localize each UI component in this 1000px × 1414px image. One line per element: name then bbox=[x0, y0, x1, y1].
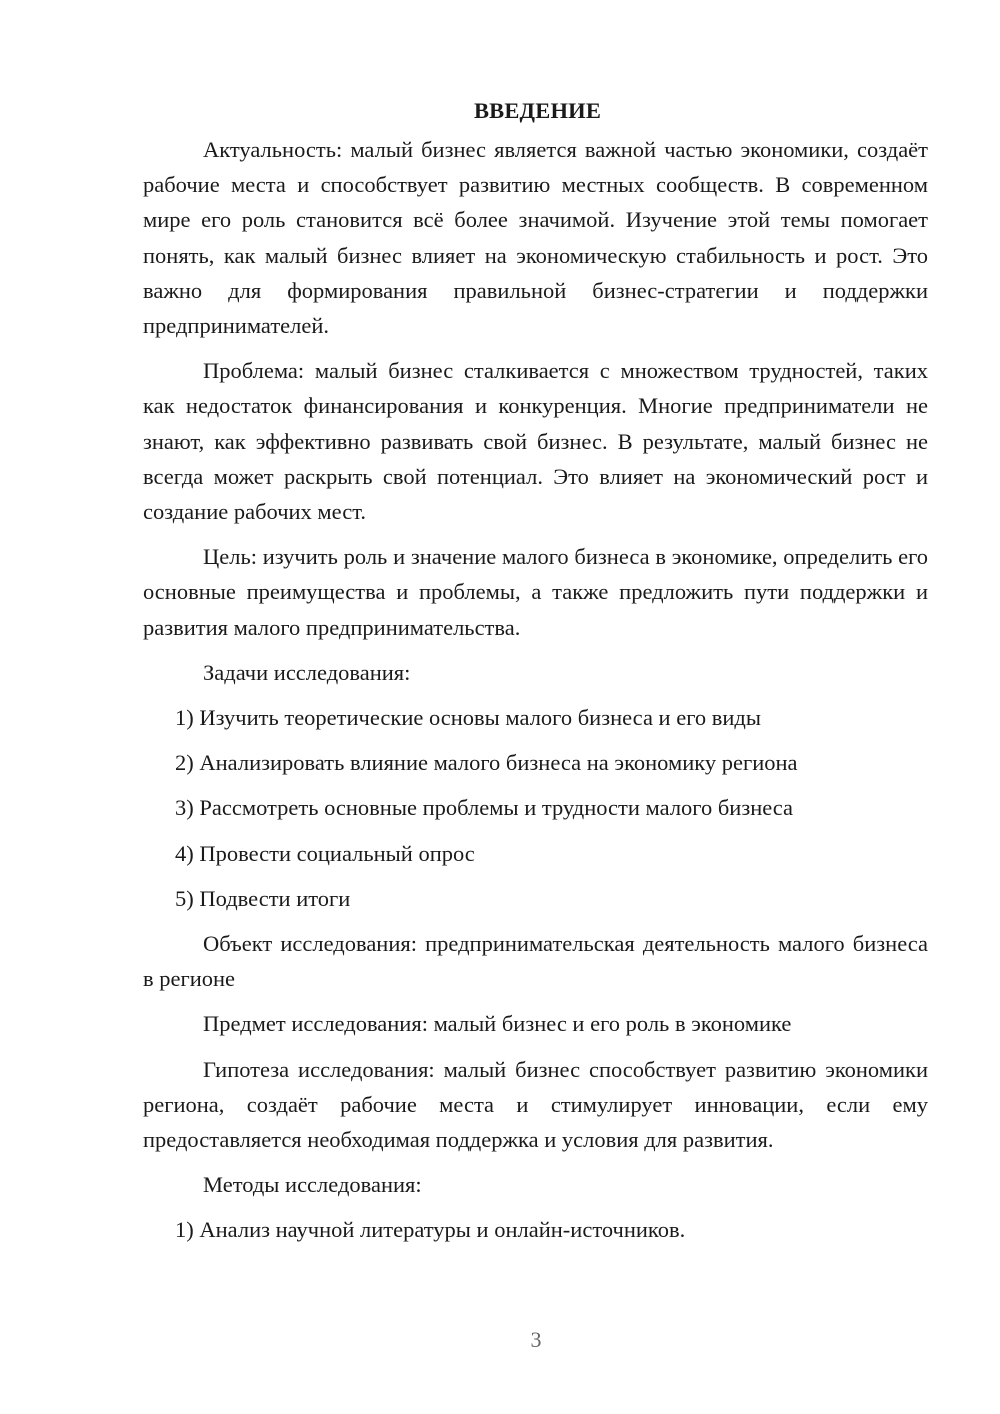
tasks-list bbox=[143, 700, 928, 916]
paragraph-relevance: Актуальность: малый бизнес является важной частью экономики, создаёт рабочие места и способствует развитию местных сообществ. В современном мире его роль становится всё более значимой. Изучение этой темы помогает понять, как малый бизнес влияет на экономическую стабильность и рост. Это важно для формирования правильной бизнес-стратегии и поддержки предпринимателей. bbox=[143, 137, 928, 339]
page-title: ВВЕДЕНИЕ bbox=[473, 98, 602, 123]
list-item: 1) Анализ научной литературы и онлайн-источников. bbox=[175, 1217, 686, 1243]
paragraph-object: Объект исследования: предпринимательская деятельность малого бизнеса в регионе bbox=[143, 931, 928, 992]
list-item: 5) Подвести итоги bbox=[175, 885, 351, 911]
tasks-label: Задачи исследования: bbox=[203, 659, 411, 685]
paragraph-problem: Проблема: малый бизнес сталкивается с множеством трудностей, таких как недостаток финансирования и конкуренция. Многие предприниматели не знают, как эффективно развивать свой бизнес. В результате, малый бизнес не всегда может раскрыть свой потенциал. Это влияет на экономический рост и создание рабочих мест. bbox=[143, 358, 928, 525]
paragraph-goal: Цель: изучить роль и значение малого бизнеса в экономике, определить его основные преимущества и проблемы, а также предложить пути поддержки и развития малого предпринимательства. bbox=[143, 544, 928, 640]
paragraph-subject: Предмет исследования: малый бизнес и его роль в экономике bbox=[203, 1011, 792, 1037]
methods-label: Методы исследования: bbox=[203, 1172, 422, 1198]
list-item: 1) Изучить теоретические основы малого бизнеса и его виды bbox=[175, 705, 761, 731]
list-item: 4) Провести социальный опрос bbox=[175, 840, 475, 866]
methods-list bbox=[143, 1212, 928, 1247]
paragraph-hypothesis: Гипотеза исследования: малый бизнес способствует развитию экономики региона, создаёт рабочие места и стимулирует инновации, если ему предоставляется необходимая поддержка и условия для развития. bbox=[143, 1056, 928, 1153]
page-content bbox=[143, 93, 928, 1258]
page-number: 3 bbox=[530, 1327, 542, 1352]
list-item: 3) Рассмотреть основные проблемы и трудности малого бизнеса bbox=[175, 795, 794, 821]
list-item: 2) Анализировать влияние малого бизнеса на экономику региона bbox=[175, 750, 798, 776]
